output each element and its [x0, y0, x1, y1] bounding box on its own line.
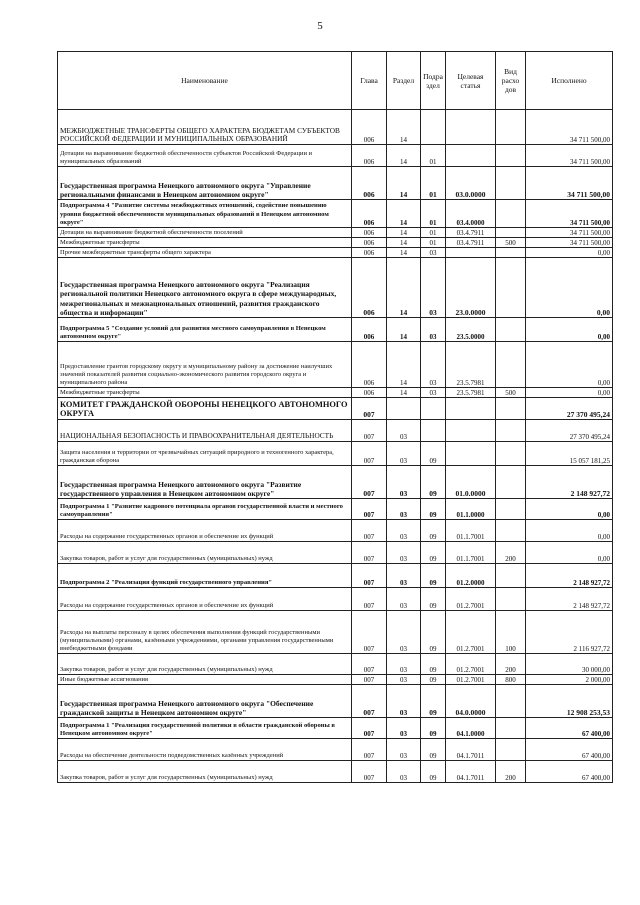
row-name: Защита населения и территории от чрезвычайных ситуаций природного и техногенного характера, гражданская оборона: [58, 442, 352, 466]
row-razdel: 14: [387, 200, 421, 228]
table-row: [58, 685, 613, 718]
row-name: Государственная программа Ненецкого автономного округа "Реализация региональной политики Ненецкого автономного округа в сфере международных, межрегиональных и межнациональных отношений, развития гражданского общества и информации": [58, 258, 352, 318]
row-amount: 2 148 927,72: [526, 588, 613, 611]
row-razdel: 03: [387, 564, 421, 588]
row-glava: 007: [352, 675, 387, 685]
row-celevaya: 04.1.7011: [446, 761, 496, 783]
row-amount: 67 400,00: [526, 739, 613, 761]
row-podrazdel: 01: [421, 167, 446, 200]
row-amount: 34 711 500,00: [526, 145, 613, 167]
table-row: [58, 318, 613, 342]
row-podrazdel: [421, 420, 446, 442]
row-celevaya: 01.2.0000: [446, 564, 496, 588]
header-celevaya: Целевая статья: [446, 52, 496, 110]
row-razdel: 03: [387, 520, 421, 542]
row-vid: [496, 685, 526, 718]
table-row: [58, 739, 613, 761]
row-name: Подпрограмма 5 "Создание условий для развития местного самоуправления в Ненецком автономном округе": [58, 318, 352, 342]
row-razdel: 14: [387, 228, 421, 238]
row-name: Подпрограмма 1 "Развитие кадрового потенциала органов государственной власти и местного самоуправления": [58, 499, 352, 520]
row-vid: [496, 167, 526, 200]
row-amount: 0,00: [526, 542, 613, 564]
header-razdel: Раздел: [387, 52, 421, 110]
row-celevaya: 01.2.7001: [446, 654, 496, 675]
row-celevaya: 01.1.0000: [446, 499, 496, 520]
row-razdel: 14: [387, 258, 421, 318]
row-razdel: 14: [387, 238, 421, 248]
row-amount: 0,00: [526, 248, 613, 258]
row-celevaya: 23.5.7981: [446, 342, 496, 388]
row-celevaya: 01.2.7001: [446, 611, 496, 654]
table-row: [58, 466, 613, 499]
row-name: Дотации на выравнивание бюджетной обеспеченности субъектов Российской Федерации и муниципальных образований: [58, 145, 352, 167]
row-amount: 0,00: [526, 520, 613, 542]
table-row: [58, 110, 613, 145]
row-vid: [496, 342, 526, 388]
row-amount: 0,00: [526, 342, 613, 388]
table-row: [58, 675, 613, 685]
row-celevaya: 23.0.0000: [446, 258, 496, 318]
row-vid: [496, 228, 526, 238]
row-podrazdel: 09: [421, 588, 446, 611]
row-name: Межбюджетные трансферты: [58, 238, 352, 248]
row-podrazdel: 03: [421, 318, 446, 342]
row-glava: 007: [352, 499, 387, 520]
table-row: [58, 200, 613, 228]
row-glava: 007: [352, 761, 387, 783]
row-glava: 007: [352, 420, 387, 442]
row-celevaya: [446, 145, 496, 167]
row-name: Расходы на обеспечение деятельности подведомственных казённых учреждений: [58, 739, 352, 761]
table-row: [58, 542, 613, 564]
row-amount: 34 711 500,00: [526, 110, 613, 145]
row-vid: 200: [496, 542, 526, 564]
row-glava: 007: [352, 520, 387, 542]
row-razdel: 14: [387, 110, 421, 145]
row-celevaya: 03.0.0000: [446, 167, 496, 200]
row-vid: 500: [496, 238, 526, 248]
row-podrazdel: 01: [421, 228, 446, 238]
row-vid: [496, 110, 526, 145]
row-podrazdel: 09: [421, 611, 446, 654]
row-podrazdel: 03: [421, 342, 446, 388]
row-razdel: 03: [387, 654, 421, 675]
row-vid: [496, 318, 526, 342]
row-razdel: 03: [387, 685, 421, 718]
row-amount: 34 711 500,00: [526, 167, 613, 200]
row-name: Иные бюджетные ассигнования: [58, 675, 352, 685]
row-name: НАЦИОНАЛЬНАЯ БЕЗОПАСНОСТЬ И ПРАВООХРАНИТЕЛЬНАЯ ДЕЯТЕЛЬНОСТЬ: [58, 420, 352, 442]
row-razdel: 03: [387, 442, 421, 466]
row-amount: 2 148 927,72: [526, 564, 613, 588]
header-vid: Вид расхо дов: [496, 52, 526, 110]
table-row: [58, 248, 613, 258]
row-podrazdel: 09: [421, 739, 446, 761]
row-razdel: 14: [387, 388, 421, 398]
row-razdel: 03: [387, 588, 421, 611]
row-razdel: 03: [387, 466, 421, 499]
row-vid: [496, 442, 526, 466]
row-name: Государственная программа Ненецкого автономного округа "Развитие государственного управления в Ненецком автономном округе": [58, 466, 352, 499]
row-vid: 500: [496, 388, 526, 398]
row-razdel: 14: [387, 318, 421, 342]
row-name: Расходы на содержание государственных органов и обеспечение их функций: [58, 588, 352, 611]
table-row: [58, 654, 613, 675]
row-razdel: [387, 398, 421, 420]
table-header-row: [58, 52, 613, 110]
row-podrazdel: 09: [421, 466, 446, 499]
row-celevaya: 04.1.7011: [446, 739, 496, 761]
row-name: Расходы на содержание государственных органов и обеспечение их функций: [58, 520, 352, 542]
row-amount: 27 370 495,24: [526, 420, 613, 442]
row-podrazdel: 03: [421, 258, 446, 318]
row-amount: 67 400,00: [526, 718, 613, 739]
row-vid: [496, 248, 526, 258]
row-amount: 34 711 500,00: [526, 238, 613, 248]
row-razdel: 14: [387, 167, 421, 200]
row-glava: 007: [352, 564, 387, 588]
row-amount: 27 370 495,24: [526, 398, 613, 420]
row-razdel: 03: [387, 718, 421, 739]
row-amount: 34 711 500,00: [526, 228, 613, 238]
row-razdel: 03: [387, 420, 421, 442]
header-name: Наименование: [58, 52, 352, 110]
row-name: Закупка товаров, работ и услуг для государственных (муниципальных) нужд: [58, 761, 352, 783]
row-glava: 006: [352, 318, 387, 342]
row-name: Подпрограмма 4 "Развитие системы межбюджетных отношений, содействие повышению уровня бюджетной обеспеченности муниципальных образований в Ненецком автономном округе": [58, 200, 352, 228]
row-podrazdel: [421, 398, 446, 420]
row-celevaya: 23.5.0000: [446, 318, 496, 342]
table-row: [58, 564, 613, 588]
table-row: [58, 499, 613, 520]
row-amount: 0,00: [526, 258, 613, 318]
row-amount: 2 000,00: [526, 675, 613, 685]
row-razdel: 14: [387, 248, 421, 258]
row-celevaya: 01.0.0000: [446, 466, 496, 499]
row-razdel: 14: [387, 342, 421, 388]
row-amount: 2 116 927,72: [526, 611, 613, 654]
page-number: 5: [317, 20, 323, 32]
row-glava: 006: [352, 228, 387, 238]
table-row: [58, 718, 613, 739]
row-podrazdel: 09: [421, 675, 446, 685]
row-razdel: 03: [387, 761, 421, 783]
row-podrazdel: 09: [421, 564, 446, 588]
row-name: Подпрограмма 2 "Реализация функций государственного управления": [58, 564, 352, 588]
row-glava: 006: [352, 248, 387, 258]
row-razdel: 03: [387, 499, 421, 520]
row-amount: 0,00: [526, 499, 613, 520]
row-celevaya: 01.1.7001: [446, 520, 496, 542]
row-razdel: 03: [387, 611, 421, 654]
row-celevaya: 03.4.7911: [446, 238, 496, 248]
row-podrazdel: 01: [421, 238, 446, 248]
row-vid: 200: [496, 761, 526, 783]
row-glava: 006: [352, 258, 387, 318]
header-ispolneno: Исполнено: [526, 52, 613, 110]
row-amount: 67 400,00: [526, 761, 613, 783]
row-vid: [496, 466, 526, 499]
table-row: [58, 398, 613, 420]
row-celevaya: 04.0.0000: [446, 685, 496, 718]
row-podrazdel: 09: [421, 654, 446, 675]
row-glava: 007: [352, 442, 387, 466]
table-row: [58, 238, 613, 248]
row-glava: 007: [352, 588, 387, 611]
row-amount: 0,00: [526, 388, 613, 398]
row-podrazdel: 09: [421, 542, 446, 564]
row-vid: [496, 588, 526, 611]
row-amount: 2 148 927,72: [526, 466, 613, 499]
row-glava: 006: [352, 388, 387, 398]
row-glava: 006: [352, 145, 387, 167]
row-glava: 007: [352, 611, 387, 654]
row-podrazdel: 03: [421, 388, 446, 398]
row-name: МЕЖБЮДЖЕТНЫЕ ТРАНСФЕРТЫ ОБЩЕГО ХАРАКТЕРА БЮДЖЕТАМ СУБЪЕКТОВ РОССИЙСКОЙ ФЕДЕРАЦИИ И МУНИЦИПАЛЬНЫХ ОБРАЗОВАНИЙ: [58, 110, 352, 145]
row-glava: 006: [352, 167, 387, 200]
row-name: Предоставление грантов городскому округу и муниципальному району за достижение наилучших значений показателей развития социально-экономического развития городского округа и муниципального района: [58, 342, 352, 388]
row-podrazdel: [421, 110, 446, 145]
row-glava: 007: [352, 739, 387, 761]
row-podrazdel: 09: [421, 499, 446, 520]
row-celevaya: 23.5.7981: [446, 388, 496, 398]
budget-execution-table: [57, 51, 613, 783]
row-podrazdel: 09: [421, 442, 446, 466]
row-celevaya: [446, 248, 496, 258]
row-vid: [496, 200, 526, 228]
row-celevaya: 01.2.7001: [446, 675, 496, 685]
row-name: Межбюджетные трансферты: [58, 388, 352, 398]
row-vid: 800: [496, 675, 526, 685]
row-glava: 006: [352, 342, 387, 388]
row-celevaya: 03.4.7911: [446, 228, 496, 238]
table-row: [58, 342, 613, 388]
row-vid: 100: [496, 611, 526, 654]
row-name: Государственная программа Ненецкого автономного округа "Управление региональными финансами в Ненецком автономном округе": [58, 167, 352, 200]
table-row: [58, 167, 613, 200]
row-glava: 007: [352, 542, 387, 564]
row-vid: [496, 739, 526, 761]
table-row: [58, 228, 613, 238]
header-glava: Глава: [352, 52, 387, 110]
row-vid: 200: [496, 654, 526, 675]
row-glava: 006: [352, 110, 387, 145]
table-row: [58, 258, 613, 318]
row-vid: [496, 420, 526, 442]
row-podrazdel: 09: [421, 718, 446, 739]
row-name: Прочие межбюджетные трансферты общего характера: [58, 248, 352, 258]
row-podrazdel: 09: [421, 761, 446, 783]
row-razdel: 03: [387, 739, 421, 761]
row-glava: 007: [352, 718, 387, 739]
row-vid: [496, 520, 526, 542]
row-celevaya: [446, 398, 496, 420]
row-amount: 30 000,00: [526, 654, 613, 675]
row-glava: 007: [352, 654, 387, 675]
table-row: [58, 388, 613, 398]
row-razdel: 03: [387, 542, 421, 564]
row-name: Закупка товаров, работ и услуг для государственных (муниципальных) нужд: [58, 542, 352, 564]
row-vid: [496, 499, 526, 520]
row-amount: 12 908 253,53: [526, 685, 613, 718]
row-podrazdel: 09: [421, 520, 446, 542]
row-name: Подпрограмма 1 "Реализация государственной политики в области гражданской обороны в Ненецком автономном округе": [58, 718, 352, 739]
row-vid: [496, 145, 526, 167]
row-vid: [496, 564, 526, 588]
row-podrazdel: 03: [421, 248, 446, 258]
table-row: [58, 520, 613, 542]
row-celevaya: 03.4.0000: [446, 200, 496, 228]
table-row: [58, 442, 613, 466]
row-vid: [496, 718, 526, 739]
row-celevaya: 01.1.7001: [446, 542, 496, 564]
row-amount: 0,00: [526, 318, 613, 342]
row-vid: [496, 258, 526, 318]
table-row: [58, 611, 613, 654]
row-name: Дотации на выравнивание бюджетной обеспеченности поселений: [58, 228, 352, 238]
row-razdel: 14: [387, 145, 421, 167]
table-row: [58, 588, 613, 611]
row-razdel: 03: [387, 675, 421, 685]
row-celevaya: 01.2.7001: [446, 588, 496, 611]
row-amount: 34 711 500,00: [526, 200, 613, 228]
row-celevaya: [446, 442, 496, 466]
table-row: [58, 145, 613, 167]
table-row: [58, 761, 613, 783]
row-podrazdel: 01: [421, 200, 446, 228]
row-name: Государственная программа Ненецкого автономного округа "Обеспечение гражданской защиты в Ненецком автономном округе": [58, 685, 352, 718]
row-glava: 007: [352, 398, 387, 420]
row-name: КОМИТЕТ ГРАЖДАНСКОЙ ОБОРОНЫ НЕНЕЦКОГО АВТОНОМНОГО ОКРУГА: [58, 398, 352, 420]
row-glava: 007: [352, 685, 387, 718]
row-podrazdel: 09: [421, 685, 446, 718]
row-amount: 15 057 181,25: [526, 442, 613, 466]
row-celevaya: [446, 110, 496, 145]
row-glava: 006: [352, 238, 387, 248]
header-podrazdel: Подра здел: [421, 52, 446, 110]
row-celevaya: [446, 420, 496, 442]
row-podrazdel: 01: [421, 145, 446, 167]
table-row: [58, 420, 613, 442]
row-glava: 006: [352, 200, 387, 228]
row-name: Закупка товаров, работ и услуг для государственных (муниципальных) нужд: [58, 654, 352, 675]
row-name: Расходы на выплаты персоналу в целях обеспечения выполнения функций государственными (муниципальными) органами, казёнными учреждениями, органами управления государственными внебюджетными фондами: [58, 611, 352, 654]
row-glava: 007: [352, 466, 387, 499]
row-vid: [496, 398, 526, 420]
row-celevaya: 04.1.0000: [446, 718, 496, 739]
